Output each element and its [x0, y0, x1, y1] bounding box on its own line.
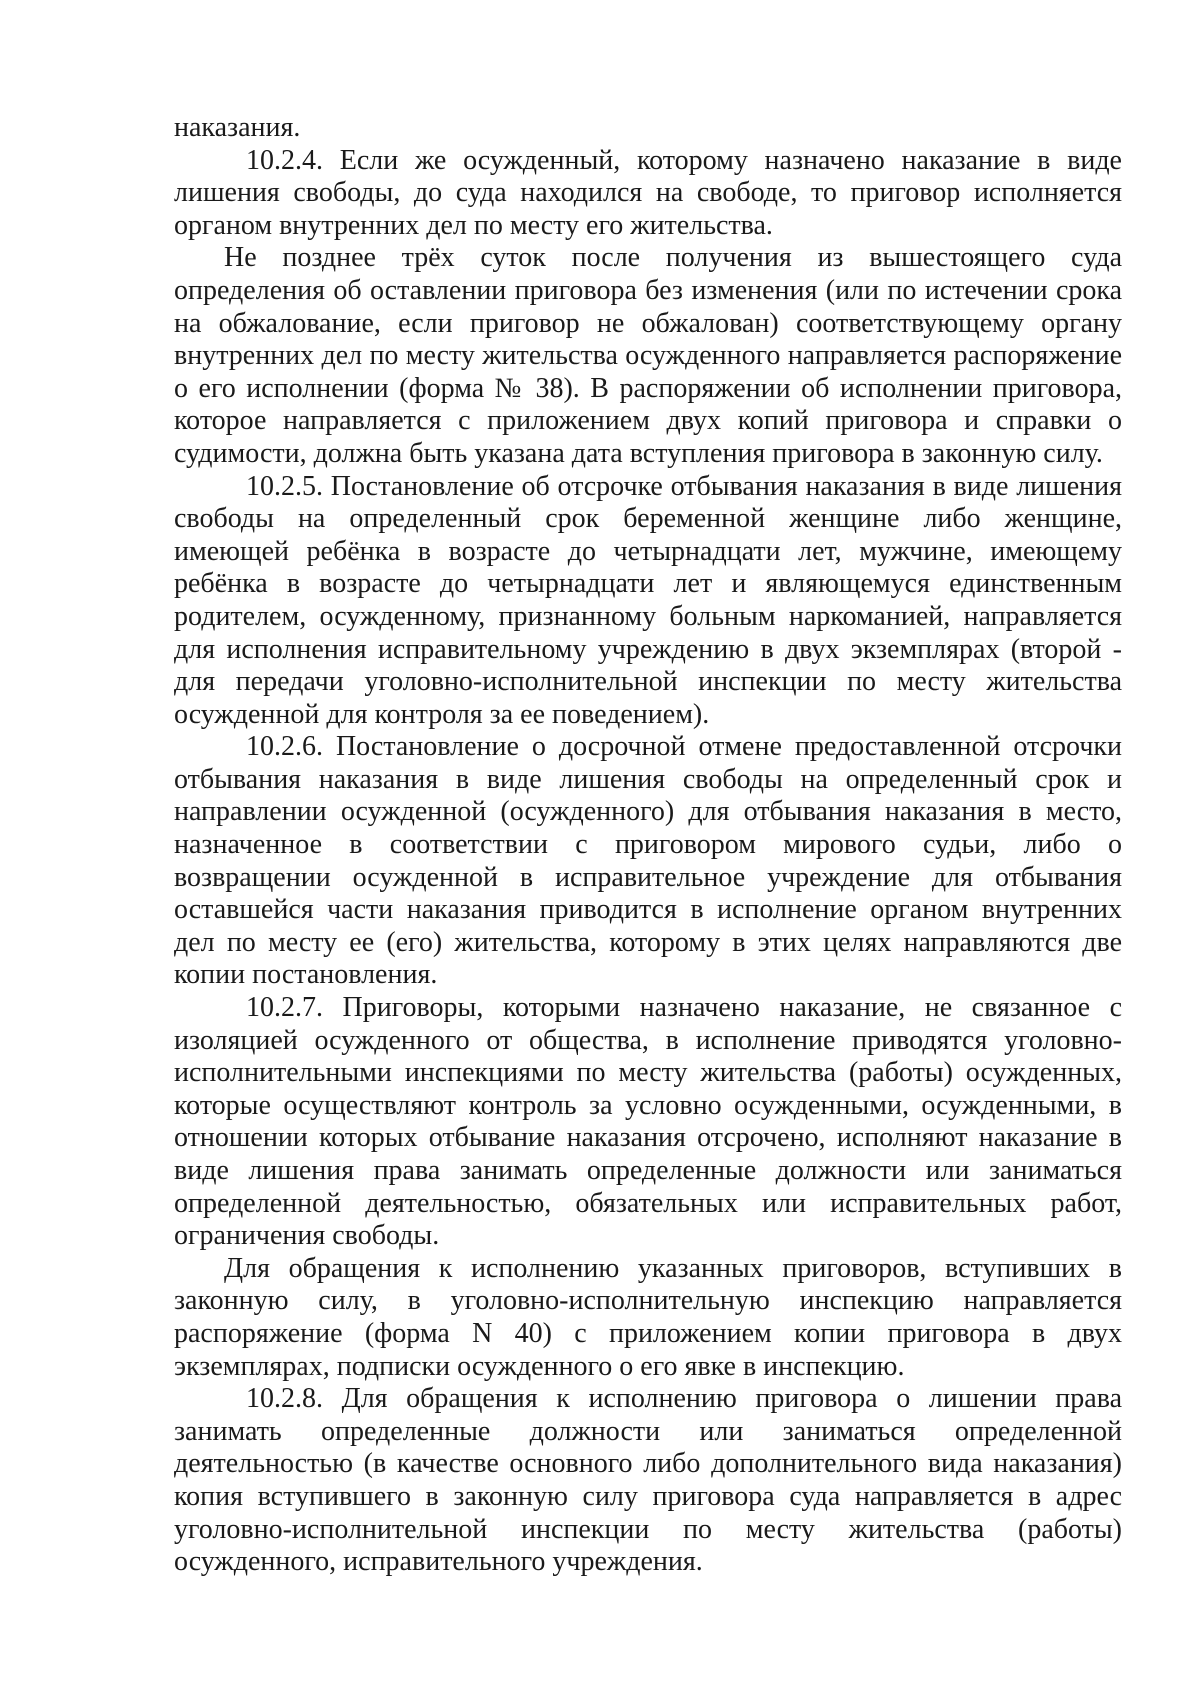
paragraph-10-2-4: 10.2.4. Если же осужденный, которому назначено наказание в виде лишения свободы, до суда находился на свободе, то приговор исполняется органом внутренних дел по месту его жительства. [174, 144, 1122, 241]
document-page [174, 112, 1122, 1579]
paragraph-10-2-6: 10.2.6. Постановление о досрочной отмене предоставленной отсрочки отбывания наказания в виде лишения свободы на определенный срок и направлении осужденной (осужденного) для отбывания наказания в место, назначенное в соответствии с приговором мирового судьи, либо о возвращении осужденной в исправительное учреждение для отбывания оставшейся части наказания приводится в исполнение органом внутренних дел по месту ее (его) жительства, которому в этих целях направляются две копии постановления. [174, 731, 1122, 991]
paragraph-10-2-8: 10.2.8. Для обращения к исполнению приговора о лишении права занимать определенные должности или заниматься определенной деятельностью (в качестве основного либо дополнительного вида наказания) копия вступившего в законную силу приговора суда направляется в адрес уголовно-исполнительной инспекции по месту жительства (работы) осужденного, исправительного учреждения. [174, 1383, 1122, 1578]
paragraph-10-2-5: 10.2.5. Постановление об отсрочке отбывания наказания в виде лишения свободы на определенный срок беременной женщине либо женщине, имеющей ребёнка в возрасте до четырнадцати лет, мужчине, имеющему ребёнка в возрасте до четырнадцати лет и являющемуся единственным родителем, осужденному, признанному больным наркоманией, направляется для исполнения исправительному учреждению в двух экземплярах (второй - для передачи уголовно-исполнительной инспекции по месту жительства осужденной для контроля за ее поведением). [174, 470, 1122, 730]
paragraph-10-2-7: 10.2.7. Приговоры, которыми назначено наказание, не связанное с изоляцией осужденного от общества, в исполнение приводятся уголовно-исполнительными инспекциями по месту жительства (работы) осужденных, которые осуществляют контроль за условно осужденными, осужденными, в отношении которых отбывание наказания отсрочено, исполняют наказание в виде лишения права занимать определенные должности или заниматься определенной деятельностью, обязательных или исправительных работ, ограничения свободы. [174, 992, 1122, 1252]
paragraph-order-execution: Не позднее трёх суток после получения из вышестоящего суда определения об оставлении приговора без изменения (или по истечении срока на обжалование, если приговор не обжалован) соответствующему органу внутренних дел по месту жительства осужденного направляется распоряжение о его исполнении (форма № 38). В распоряжении об исполнении приговора, которое направляется с приложением двух копий приговора и справки о судимости, должна быть указана дата вступления приговора в законную силу. [174, 242, 1122, 469]
paragraph-inspection-order: Для обращения к исполнению указанных приговоров, вступивших в законную силу, в уголовно-исполнительную инспекцию направляется распоряжение (форма N 40) с приложением копии приговора в двух экземплярах, подписки осужденного о его явке в инспекцию. [174, 1252, 1122, 1382]
paragraph-continuation: наказания. [174, 112, 301, 143]
